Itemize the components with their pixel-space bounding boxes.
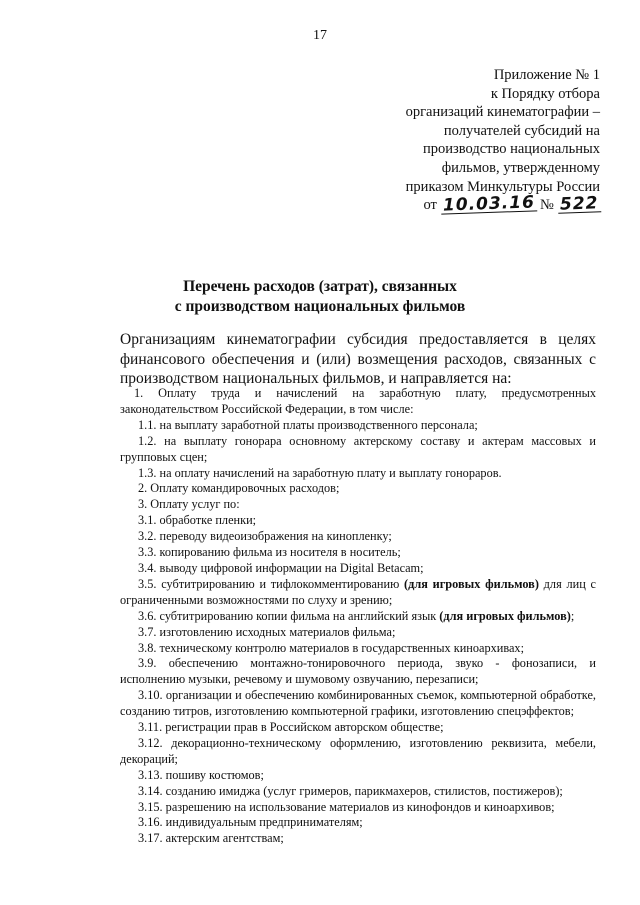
expense-list <box>120 386 596 847</box>
title-line-1: Перечень расходов (затрат), связанных <box>183 278 457 295</box>
list-item-text: 3.17. актерским агентствам; <box>138 831 284 846</box>
list-item-text: 3.3. копированию фильма из носителя в носитель; <box>138 545 401 560</box>
appendix-line: получателей субсидий на <box>443 122 600 139</box>
list-item <box>120 545 596 561</box>
list-item <box>120 386 596 418</box>
list-item-text: 3.14. созданию имиджа (услуг гримеров, парикмахеров, стилистов, постижеров); <box>138 783 563 798</box>
order-date-line <box>330 192 600 216</box>
intro-paragraph <box>120 330 596 389</box>
list-item <box>120 688 596 720</box>
list-item-text: 3.4. выводу цифровой информации на Digital Betacam; <box>138 560 424 575</box>
list-item <box>120 577 596 609</box>
list-item-text: 3.9. обеспечению монтажно-тонировочного периода, звуко - фонозаписи, и исполнению музыки, речевому и шумовому озвучанию, перезаписи; <box>120 656 596 687</box>
page-number: 17 <box>313 28 327 43</box>
list-item-text: 3.16. индивидуальным предпринимателям; <box>138 815 363 830</box>
date-prefix: от <box>423 197 437 214</box>
handwritten-order-number: 522 <box>559 193 599 215</box>
list-item <box>120 481 596 497</box>
list-item-text: для лиц с ограниченными возможностями по слуху и зрению; <box>120 576 596 607</box>
number-sign: № <box>540 197 554 214</box>
appendix-header <box>330 66 600 215</box>
list-item <box>120 625 596 641</box>
list-item-text: 3.13. пошиву костюмов; <box>138 767 264 782</box>
list-item-text: 3.6. субтитрированию копии фильма на английский язык <box>138 608 440 623</box>
appendix-line: Приложение № 1 <box>493 67 600 83</box>
list-item-text: 3.10. организации и обеспечению комбинированных съемок, компьютерной обработке, созданию титров, изготовлению компьютерной графики, изготовлению спецэффектов; <box>120 688 596 719</box>
list-item <box>120 529 596 545</box>
list-item-text: 3.15. разрешению на использование материалов из кинофондов и киноархивов; <box>138 799 555 814</box>
list-item-text: 3.11. регистрации прав в Российском авторском обществе; <box>138 720 444 735</box>
list-item-text: 1.1. на выплату заработной платы производственного персонала; <box>138 417 478 432</box>
list-item <box>120 768 596 784</box>
list-item <box>120 720 596 736</box>
list-item-emphasis: (для игровых фильмов) <box>404 576 539 591</box>
list-item-text: ; <box>570 608 575 623</box>
list-item-text: 3.8. техническому контролю материалов в государственных киноархивах; <box>138 640 525 655</box>
list-item <box>120 561 596 577</box>
list-item <box>120 641 596 657</box>
list-item-emphasis: (для игровых фильмов) <box>439 608 571 623</box>
appendix-line: фильмов, утвержденному <box>441 159 600 176</box>
list-item <box>120 466 596 482</box>
appendix-line: к Порядку отбора <box>490 85 600 102</box>
handwritten-date: 10.03.16 <box>442 192 535 216</box>
appendix-line: производство национальных <box>423 141 600 158</box>
list-item <box>120 434 596 466</box>
list-item <box>120 784 596 800</box>
list-item <box>120 800 596 816</box>
list-item <box>120 513 596 529</box>
list-item <box>120 609 596 625</box>
appendix-line: приказом Минкультуры России <box>405 178 600 195</box>
list-item <box>120 815 596 831</box>
list-item-text: 3. Оплату услуг по: <box>138 497 240 512</box>
list-item <box>120 736 596 768</box>
list-item <box>120 418 596 434</box>
list-item-text: 3.7. изготовлению исходных материалов фильма; <box>138 624 396 639</box>
list-item-text: 3.2. переводу видеоизображения на кинопленку; <box>138 529 392 544</box>
document-title <box>0 277 640 317</box>
list-item <box>120 831 596 847</box>
list-item-text: 1. Оплату труда и начислений на заработную плату, предусмотренных законодательством Российской Федерации, в том числе: <box>120 386 596 416</box>
list-item-text: 3.12. декорационно-техническому оформлению, изготовлению реквизита, мебели, декораций; <box>120 735 596 766</box>
title-line-2: с производством национальных фильмов <box>174 298 466 315</box>
list-item-text: 1.2. на выплату гонорара основному актерскому составу и актерам массовых и групповых сцен; <box>120 433 596 464</box>
list-item-text: 3.1. обработке пленки; <box>138 513 257 528</box>
intro-text: Организациям кинематографии субсидия предоставляется в целях финансового обеспечения и (или) возмещения расходов, связанных с производством национальных фильмов, и направляется на: <box>120 331 596 387</box>
list-item-text: 3.5. субтитрированию и тифлокомментированию <box>138 576 405 591</box>
list-item-text: 2. Оплату командировочных расходов; <box>138 481 340 496</box>
list-item <box>120 656 596 688</box>
list-item-text: 1.3. на оплату начислений на заработную плату и выплату гонораров. <box>138 465 502 480</box>
list-item <box>120 497 596 513</box>
appendix-line: организаций кинематографии – <box>405 104 600 121</box>
